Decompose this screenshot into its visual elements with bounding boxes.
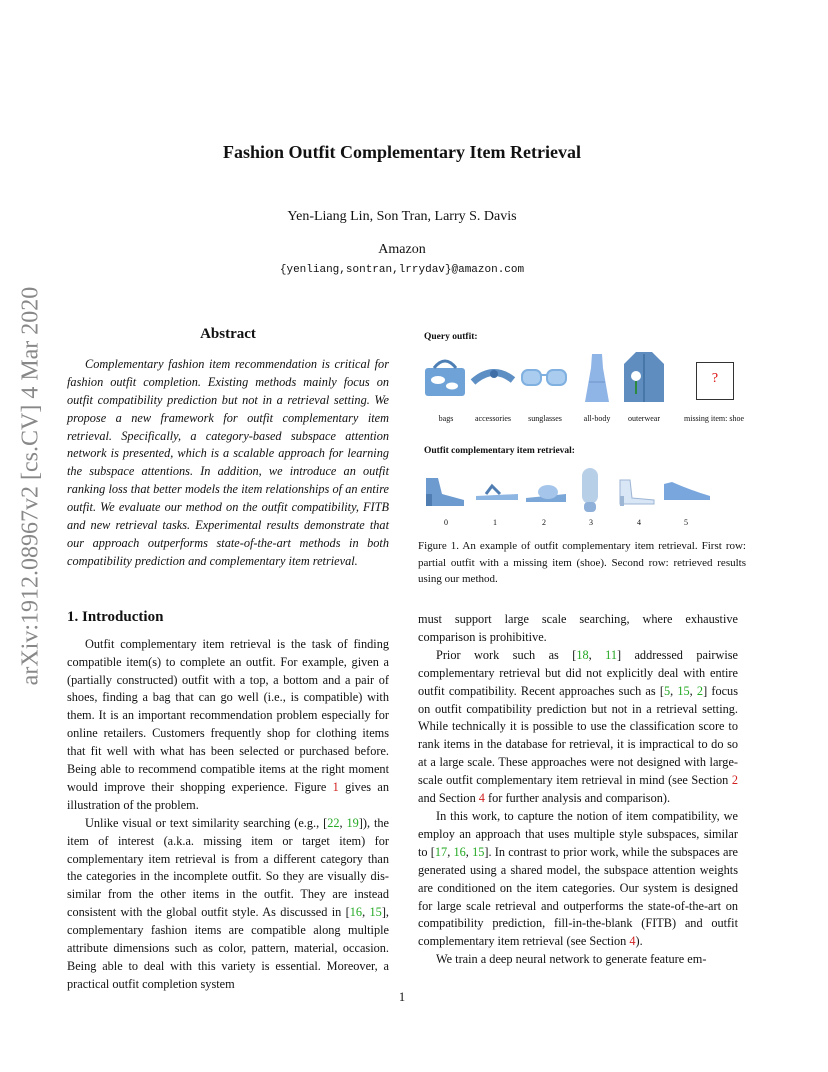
figure-ref-link[interactable]: 1 <box>332 779 339 794</box>
retrieved-shoe-image <box>474 480 520 502</box>
intro-paragraph-1 <box>67 636 389 815</box>
dress-image <box>584 352 610 404</box>
intro-paragraph-2 <box>67 815 389 994</box>
citation-separator: , <box>465 844 473 859</box>
result-index: 2 <box>542 518 546 527</box>
bag-image <box>422 356 468 400</box>
result-index: 4 <box>637 518 641 527</box>
section-ref-link[interactable]: 4 <box>478 791 485 806</box>
intro-p2-text-a: Unlike visual or text similarity searching (e.g., [ <box>85 815 328 830</box>
intro-p2-text-b: ]), the item of interest (a.k.a. missing item or target item) for complementary item retrieval is from a different category than the categories in the incomplete outfit. So they are visually dis-similar from the other items in the outfit. They are instead consistent with the global outfit style. As discussed in [ <box>67 815 389 920</box>
r1-text-c: ] focus on outfit compatibility prediction but not in a retrieval setting. While technically it is possible to use the classification score to rank items in the database for retrieval, it is impractical to do so at a large scale. These approaches were not designed with large-scale outfit complementary item retrieval in mind (see Section <box>418 683 738 788</box>
result-index: 5 <box>684 518 688 527</box>
right-paragraph-2 <box>418 808 738 951</box>
arxiv-identifier-text: arXiv:1912.08967v2 [cs.CV] 4 Mar 2020 <box>17 286 44 686</box>
query-item-label: missing item: shoe <box>684 414 744 423</box>
citation-separator: , <box>362 905 370 920</box>
citation-link[interactable]: 11 <box>605 647 617 662</box>
citation-separator: , <box>670 683 678 698</box>
citation-separator: , <box>447 844 454 859</box>
citation-separator: , <box>689 683 697 698</box>
citation-link[interactable]: 22 <box>327 815 340 830</box>
retrieved-shoe-image <box>662 478 712 504</box>
right-paragraph-0: must support large scale searching, where exhaustive comparison is prohibitive. <box>418 612 738 644</box>
abstract-text: Complementary fashion item recommendation is critical for fashion outfit completion. Existing methods mainly focus on outfit compatibility prediction but not in a retrieval setting. We propose a new framework for outfit complementary item retrieval. Specifically, a category-based subspace attention network is presented, which is a scalable approach for learning the subspace attentions. In addition, we introduce an outfit ranking loss that better models the item relationships of an entire outfit. We evaluate our method on the outfit compatibility, FITB and new retrieval tasks. Experimental results demonstrate that our approach outperforms state-of-the-art methods in both compatibility prediction and complementary item retrieval. <box>67 356 389 568</box>
retrieved-shoe-image <box>424 474 468 508</box>
figure-caption: Figure 1. An example of outfit complementary item retrieval. First row: partial outfit with a missing item (shoe). Second row: retrieved results using our method. <box>418 540 746 585</box>
right-paragraph-3: We train a deep neural network to generate feature em- <box>436 952 707 967</box>
query-item-label: accessories <box>475 414 511 423</box>
citation-link[interactable]: 15 <box>369 905 382 920</box>
r2-text-a: In this work, to capture the notion of item compatibility, we employ an approach that uses multiple style subspaces, similar to [ <box>418 808 738 859</box>
r2-text-c: ). <box>635 934 643 949</box>
query-item-label: bags <box>438 414 454 423</box>
citation-link[interactable]: 2 <box>696 683 704 698</box>
citation-link[interactable]: 16 <box>453 844 466 859</box>
figure-1 <box>418 328 758 588</box>
missing-item-placeholder <box>696 362 734 400</box>
citation-separator: , <box>588 647 606 662</box>
author-emails: {yenliang,sontran,lrrydav}@amazon.com <box>279 264 525 276</box>
paper-title: Fashion Outfit Complementary Item Retrieval <box>223 142 581 162</box>
right-column <box>418 611 738 969</box>
jacket-outerwear-image <box>622 350 666 404</box>
result-index: 0 <box>444 518 448 527</box>
citation-link[interactable]: 17 <box>434 844 448 859</box>
retrieved-shoe-image <box>614 476 658 508</box>
left-column <box>67 326 389 994</box>
introduction-heading: 1. Introduction <box>67 608 164 625</box>
citation-separator: , <box>339 815 347 830</box>
r1-text-e: for further analysis and comparison). <box>484 791 671 806</box>
citation-link[interactable]: 15 <box>677 683 690 698</box>
r1-text-d: and Section <box>418 791 479 806</box>
intro-p1-text-a: Outfit complementary item retrieval is the task of finding compatible item(s) to complete an outfit. For example, given a (partially constructed) outfit with a top, a bottom and a pair of shoes, finding a bag that can go well (i.e., is compatible) with them. It is an important recommendation problem especially for online retailers. Customers frequently shop for clothing items that fit well with what has been selected or purchased before. Being able to recommend compatible items at the right moment would improve their shopping experience. Figure <box>67 636 389 794</box>
retrieved-shoe-image <box>576 466 604 514</box>
retrieval-label: Outfit complementary item retrieval: <box>424 446 575 456</box>
citation-link[interactable]: 19 <box>346 815 359 830</box>
query-item-label: outerwear <box>628 414 660 423</box>
question-mark: ? <box>711 371 719 386</box>
section-ref-link[interactable]: 2 <box>731 773 738 788</box>
r1-text-a: Prior work such as [ <box>436 647 577 662</box>
citation-link[interactable]: 5 <box>663 683 671 698</box>
query-outfit-label: Query outfit: <box>424 332 478 342</box>
citation-link[interactable]: 15 <box>472 844 485 859</box>
intro-p1-text-b: gives an illustration of the problem. <box>67 779 389 812</box>
abstract-heading: Abstract <box>200 326 256 342</box>
right-paragraph-1 <box>418 647 738 808</box>
citation-link[interactable]: 18 <box>576 647 589 662</box>
sunglasses-image <box>518 364 570 390</box>
query-item-label: all-body <box>583 414 611 423</box>
query-item-label: sunglasses <box>528 414 562 423</box>
result-index: 1 <box>493 518 497 527</box>
retrieved-shoe-image <box>524 478 568 506</box>
r2-text-b: ]. In contrast to prior work, while the subspaces are generated using a shared model, the subspace attention weights are conditioned on the item categories. Our system is designed for large scale retrieval and outperforms the state-of-the-art on compatibility prediction, fill-in-the-blank (FITB) and outfit complementary item retrieval (see Section <box>418 844 739 949</box>
page-number: 1 <box>398 990 406 1004</box>
author-list: Yen-Liang Lin, Son Tran, Larry S. Davis <box>287 209 517 224</box>
intro-p2-text-c: ], complementary fashion items are compatible along multiple attribute dimensions such as color, pattern, material, occasion. Being able to deal with this variety is essential. Moreover, a practical outfit completion system <box>67 905 389 991</box>
affiliation: Amazon <box>378 242 426 257</box>
headband-accessory-image <box>470 364 516 390</box>
section-ref-link[interactable]: 4 <box>629 934 636 949</box>
r1-text-b: ] addressed pairwise complementary retrieval but did not explicitly deal with entire outfit compatibility. Recent approaches such as [ <box>418 647 739 698</box>
citation-link[interactable]: 16 <box>349 905 363 920</box>
arxiv-identifier-stamp <box>14 288 48 684</box>
result-index: 3 <box>589 518 593 527</box>
